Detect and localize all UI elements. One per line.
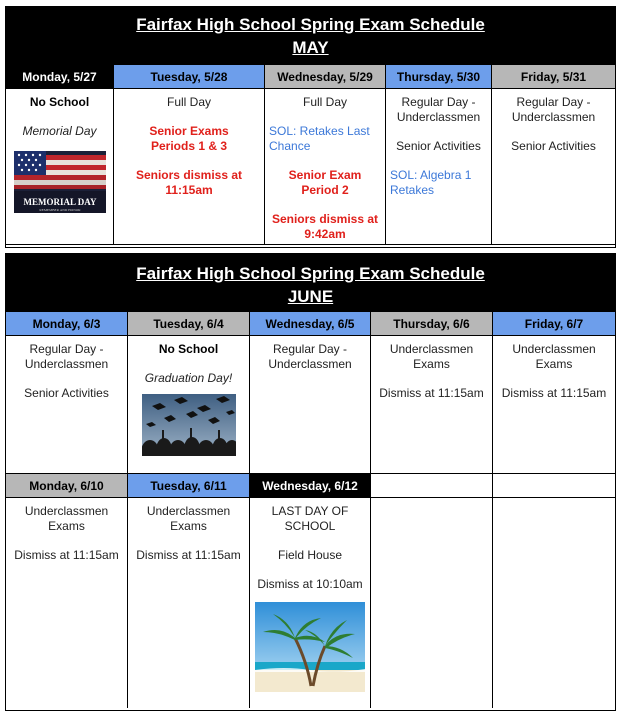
dismiss-label: Dismiss at 11:15am (136, 548, 241, 562)
day-cell-may-31 (492, 89, 615, 245)
memorial-image-title: MEMORIAL DAY (23, 197, 96, 207)
day-header-jun-12: Wednesday, 6/12 (250, 474, 371, 498)
june-schedule (5, 253, 616, 711)
day-header-jun-5: Wednesday, 6/5 (250, 312, 371, 336)
empty-header (493, 474, 615, 498)
empty-cell (493, 498, 615, 708)
day-cell-may-28 (114, 89, 265, 245)
senior-activities-label: Senior Activities (396, 139, 481, 153)
graduation-image (142, 394, 236, 456)
day-cell-jun-10 (6, 498, 128, 708)
regular-day-label: Regular Day - Underclassmen (268, 342, 352, 371)
senior-exam-label: Senior Exam Period 2 (288, 168, 362, 197)
june-title-line1: Fairfax High School Spring Exam Schedule (136, 264, 485, 283)
sol-algebra-label: SOL: Algebra 1 Retakes (390, 168, 472, 197)
day-header-jun-7: Friday, 6/7 (493, 312, 615, 336)
beach-image (255, 602, 365, 692)
day-header-may-29: Wednesday, 5/29 (265, 65, 386, 89)
field-house-label: Field House (277, 548, 343, 562)
may-schedule (5, 6, 616, 248)
day-cell-jun-4 (128, 336, 250, 474)
regular-day-label: Regular Day - Underclassmen (511, 95, 596, 124)
regular-day-label: Regular Day - Underclassmen (24, 342, 109, 371)
seniors-dismiss-label: Seniors dismiss at 11:15am (135, 168, 243, 197)
day-type-label: Full Day (166, 95, 211, 109)
dismiss-label: Dismiss at 11:15am (379, 386, 484, 400)
day-header-jun-11: Tuesday, 6/11 (128, 474, 250, 498)
exams-label: Underclassmen Exams (389, 342, 474, 371)
day-cell-jun-12 (250, 498, 371, 708)
memorial-day-image (14, 151, 106, 213)
empty-header (371, 474, 493, 498)
day-header-jun-3: Monday, 6/3 (6, 312, 128, 336)
memorial-image-subtitle: REMEMBER AND HONOR (38, 208, 81, 212)
day-header-may-31: Friday, 5/31 (492, 65, 615, 89)
day-cell-jun-5 (250, 336, 371, 474)
day-type-label: Full Day (302, 95, 347, 109)
senior-exams-label: Senior Exams Periods 1 & 3 (149, 124, 229, 153)
day-cell-may-29 (265, 89, 386, 245)
exams-label: Underclassmen Exams (512, 342, 596, 371)
june-title (6, 254, 615, 312)
day-cell-jun-7 (493, 336, 615, 474)
last-day-label: LAST DAY OF SCHOOL (271, 504, 349, 533)
exams-label: Underclassmen Exams (24, 504, 109, 533)
empty-cell (371, 498, 493, 708)
day-header-jun-4: Tuesday, 6/4 (128, 312, 250, 336)
day-header-jun-10: Monday, 6/10 (6, 474, 128, 498)
day-header-may-27: Monday, 5/27 (6, 65, 114, 89)
may-title-line2: MAY (292, 38, 329, 57)
senior-activities-label: Senior Activities (511, 139, 596, 153)
no-school-label: No School (29, 95, 90, 109)
seniors-dismiss-label: Seniors dismiss at 9:42am (271, 212, 379, 241)
june-title-line2: JUNE (287, 287, 334, 306)
may-title (6, 7, 615, 65)
senior-activities-label: Senior Activities (24, 386, 109, 400)
sol-retakes-label: SOL: Retakes Last Chance (269, 124, 370, 153)
dismiss-label: Dismiss at 10:10am (257, 577, 363, 591)
day-cell-may-30 (386, 89, 492, 245)
no-school-label: No School (158, 342, 219, 356)
memorial-day-label: Memorial Day (22, 124, 97, 138)
day-cell-jun-6 (371, 336, 493, 474)
day-header-may-30: Thursday, 5/30 (386, 65, 492, 89)
regular-day-label: Regular Day - Underclassmen (396, 95, 481, 124)
day-cell-jun-11 (128, 498, 250, 708)
day-cell-jun-3 (6, 336, 128, 474)
dismiss-label: Dismiss at 11:15am (501, 386, 607, 400)
day-header-may-28: Tuesday, 5/28 (114, 65, 265, 89)
exams-label: Underclassmen Exams (146, 504, 231, 533)
graduation-day-label: Graduation Day! (144, 371, 233, 385)
day-header-jun-6: Thursday, 6/6 (371, 312, 493, 336)
dismiss-label: Dismiss at 11:15am (14, 548, 119, 562)
may-title-line1: Fairfax High School Spring Exam Schedule (136, 15, 485, 34)
day-cell-may-27 (6, 89, 114, 245)
